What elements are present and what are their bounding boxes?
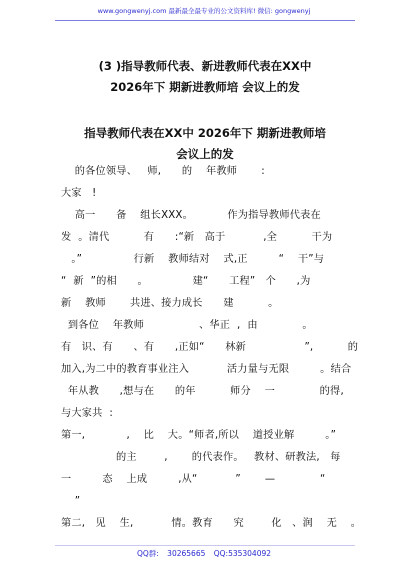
body-line: 有 识、有 、有 ,正如“ 林新 ”, 的 (61, 342, 359, 353)
body-line: 到各位 年教师 、华正 , 由 。 (61, 320, 313, 331)
body-line: 大家 ! (61, 188, 97, 199)
body-line: 新 教师 共进、接力成长 建 。 (61, 298, 279, 309)
body-line: 与大家共 : (61, 408, 114, 419)
body-line: 第一, , 比 大。“师者,所以 道授业解 。” (61, 430, 337, 441)
body-line: 高一 备 组长XXX。 作为指导教师代表在 (61, 210, 321, 221)
body-line: ” (61, 496, 81, 507)
body-line: 发 。清代 有 :“新 高于 ,全 干为 (61, 232, 333, 243)
section-title-line-1: 指导教师代表在XX中 2026年下 期新进教师培 (84, 126, 326, 140)
body-line: “ 新 ”的相 。 建“ 工程” 个 ,为 (61, 276, 311, 287)
document-title-line-2: 2026年下 期新进教师培 会议上的发 (110, 80, 300, 94)
header-text: www.gongwenyj.com 最新最全最专业的公文资料库! 微信: gongwenyj (97, 7, 311, 15)
body-line: 。” 行新 教师结对 式,正 “ 干”与 (61, 254, 325, 265)
body-line: 的各位领导、 师, 的 年教师 : (61, 166, 265, 177)
body-line: 加入,为二中的教育事业注入 活力量与无限 。结合 (61, 364, 352, 375)
footer-contact-text: QQ群: 30265665 QQ:535304092 (136, 549, 272, 558)
section-title-line-2: 会议上的发 (176, 147, 234, 161)
footer-divider (55, 545, 355, 546)
body-line: 年从教 ,想与在 的年 师分 一 的得, (61, 386, 344, 397)
document-title-line-1: (3 )指导教师代表、新进教师代表在XX中 (98, 59, 312, 73)
body-line: 一 态 上成 ,从“ ” — “ (61, 474, 326, 485)
body-line: 第二, 见 生, 情。教育 究 化 、润 无 。 (61, 518, 362, 529)
header-divider (55, 20, 355, 21)
body-line: 的主 , 的代表作。 教材、研教法, 每 (61, 452, 341, 463)
